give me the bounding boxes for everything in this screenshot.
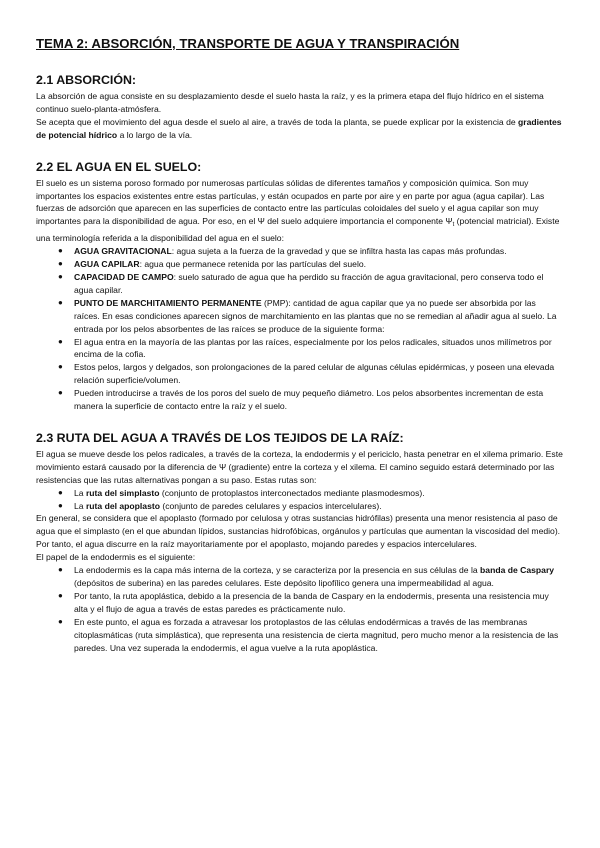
text-run: Por tanto, la ruta apoplástica, debido a la presencia de la banda de Caspary en la endodermis, presenta una resistencia muy alta y el flujo de agua a través de estas paredes es prácticamente nulo. <box>74 590 549 614</box>
list-item <box>60 387 564 413</box>
bullet-icon: ● <box>58 487 63 497</box>
text-run: El agua entra en la mayoría de las plantas por las raíces, especialmente por los pelos radicales, situados unos milímetros por encima de la cofia. <box>74 336 552 360</box>
subscript: t <box>452 222 455 229</box>
list-item <box>60 590 564 616</box>
bullet-icon: ● <box>58 565 63 575</box>
text-run: El suelo es un sistema poroso formado por numerosas partículas sólidas de diferentes tamaños y composición química. Son muy importantes los espacios existentes entre estas partículas, y están ocupados en parte por aire y en parte por agua (agua capilar). Las fuerzas de adsorción que aparecen en las superficies de contacto entre las partículas coloidales del suelo y el agua capilar son muy importantes para la disponibilidad de agua. Por eso, en el Ψ del suelo adquiere importancia el componente Ψ <box>36 177 545 227</box>
text-run: En este punto, el agua es forzada a atravesar los protoplastos de las células endodérmicas a través de las membranas citoplasmáticas (ruta simplástica), que representa una resistencia de cierta magnitud, pero mucho menor a la resistencia de las paredes. Una vez superada la endodermis, el agua vuelve a la ruta apoplástica. <box>74 616 559 653</box>
list-item <box>60 258 564 271</box>
list-item <box>60 336 564 362</box>
text-run: a lo largo de la vía. <box>117 129 193 140</box>
text-run: (conjunto de protoplastos interconectados mediante plasmodesmos). <box>159 487 425 498</box>
paragraph-absorcion-2 <box>36 116 564 142</box>
text-run: : suelo saturado de agua que ha perdido su fracción de agua gravitacional, pero conserva todo el agua capilar. <box>74 271 544 295</box>
bullet-icon: ● <box>58 336 63 346</box>
bullet-icon: ● <box>58 388 63 398</box>
section-heading-ruta-agua: 2.3 RUTA DEL AGUA A TRAVÉS DE LOS TEJIDOS DE LA RAÍZ: <box>36 430 404 445</box>
text-run: (conjunto de paredes celulares y espacios intercelulares). <box>159 500 382 511</box>
bullet-icon: ● <box>58 500 63 510</box>
bullet-icon: ● <box>58 297 63 307</box>
paragraph-ruta-agua-1: El agua se mueve desde los pelos radicales, a través de la corteza, la endodermis y el periciclo, hasta penetrar en el xilema primario. Este movimiento estará causado por la diferencia de Ψ (gradiente) entre la corteza y el xilema. El camino seguido estará determinado por las resistencias que las rutas alternativas pongan a su paso. Estas rutas son: <box>36 448 563 485</box>
list-item <box>60 361 564 387</box>
bold-term: CAPACIDAD DE CAMPO <box>74 271 174 282</box>
bullet-icon: ● <box>58 362 63 372</box>
text-run: (PMP): cantidad de agua capilar que ya no puede ser absorbida por las raíces. En esas condiciones aparecen signos de marchitamiento en las plantas que no se remedian al añadir agua al suelo. La entrada por los pelos absorbentes de las raíces se produce de la siguiente forma: <box>74 297 557 334</box>
section-heading-agua-suelo: 2.2 EL AGUA EN EL SUELO: <box>36 159 202 174</box>
bullet-icon: ● <box>58 271 63 281</box>
list-item <box>60 616 564 655</box>
list-item <box>60 564 564 590</box>
list-item <box>60 487 564 500</box>
paragraph-absorcion-1: La absorción de agua consiste en su desplazamiento desde el suelo hasta la raíz, y es la primera etapa del flujo hídrico en el sistema continuo suelo-planta-atmósfera. <box>36 91 544 114</box>
text-run: La <box>74 487 86 498</box>
list-item <box>60 500 564 513</box>
soil-water-list <box>36 245 564 413</box>
text-run: La <box>74 500 86 511</box>
list-item <box>60 271 564 297</box>
text-run: (potencial matricial). Existe una terminología referida a la disponibilidad del agua en el suelo: <box>36 216 560 244</box>
list-item <box>60 297 564 336</box>
text-run: La endodermis es la capa más interna de la corteza, y se caracteriza por la presencia en sus células de la <box>74 565 481 576</box>
endodermis-list <box>36 564 564 654</box>
bold-term: PUNTO DE MARCHITAMIENTO PERMANENTE <box>74 297 262 308</box>
bullet-icon: ● <box>58 246 63 256</box>
list-item <box>60 245 564 258</box>
bullet-icon: ● <box>58 590 63 600</box>
paragraph-ruta-agua-2: En general, se considera que el apoplasto (formado por celulosa y otras sustancias hidrófilas) presenta una menor resistencia al paso de agua que el simplasto (en el que abundan lípidos, sustancias hidrofóbicas, orgánulos y partículas que aumentan la viscosidad del medio). Por tanto, el agua discurre en la raíz mayoritariamente por el apoplasto, mojando paredes y espacios intercelulares. <box>36 513 561 550</box>
text-run: Pueden introducirse a través de los poros del suelo de muy pequeño diámetro. Los pelos absorbentes incrementan de esta manera la superficie de contacto entre la raíz y el suelo. <box>74 388 544 412</box>
text-run: Se acepta que el movimiento del agua desde el suelo al aire, a través de toda la planta, se puede explicar por la existencia de <box>36 116 519 127</box>
document-title: TEMA 2: ABSORCIÓN, TRANSPORTE DE AGUA Y TRANSPIRACIÓN <box>36 36 460 51</box>
bold-term: AGUA GRAVITACIONAL <box>74 246 172 257</box>
routes-list <box>36 487 564 513</box>
text-run: : agua que permanece retenida por las partículas del suelo. <box>139 259 367 270</box>
bold-term: banda de Caspary <box>480 565 555 576</box>
text-run: (depósitos de suberina) en las paredes celulares. Este depósito lipofílico genera una impermeabilidad al agua. <box>74 578 494 588</box>
bold-term: ruta del apoplasto <box>85 500 160 511</box>
bullet-icon: ● <box>58 259 63 269</box>
bold-term: AGUA CAPILAR <box>74 259 140 270</box>
text-run: : agua sujeta a la fuerza de la gravedad y que se infiltra hasta las capas más profundas. <box>171 246 507 257</box>
text-run: Estos pelos, largos y delgados, son prolongaciones de la pared celular de algunas células epidérmicas, y poseen una elevada relación superficie/volumen. <box>74 362 555 386</box>
bold-term: ruta del simplasto <box>85 487 160 498</box>
paragraph-agua-suelo <box>36 177 564 246</box>
bold-term: gradientes de potencial hídrico <box>36 116 562 140</box>
section-heading-absorcion: 2.1 ABSORCIÓN: <box>36 73 137 87</box>
paragraph-ruta-agua-3: El papel de la endodermis es el siguiente: <box>36 552 196 563</box>
bullet-icon: ● <box>58 616 63 626</box>
